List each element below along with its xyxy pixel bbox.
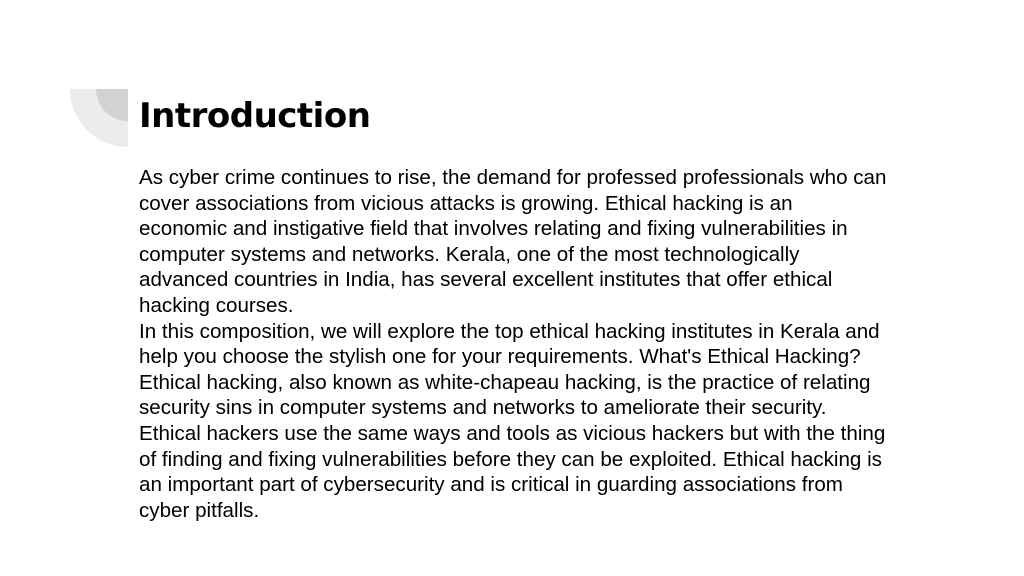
- slide-title: Introduction: [139, 96, 371, 136]
- paragraph-intro: As cyber crime continues to rise, the demand for professed professionals who can cover associations from vicious attacks is growing. Ethical hacking is an economic and instigative field that involves relating and fixing vulnerabilities in computer systems and networks. Kerala, one of the most technologically advanced countries in India, has several excellent institutes that offer ethical hacking courses.: [139, 166, 887, 317]
- corner-decoration: [70, 89, 128, 147]
- paragraph-ethical-hacking: In this composition, we will explore the top ethical hacking institutes in Kerala and help you choose the stylish one for your requirements. What's Ethical Hacking? Ethical hacking, also known as white-chapeau hacking, is the practice of relating security sins in computer systems and networks to ameliorate their security. Ethical hackers use the same ways and tools as vicious hackers but with the thing of finding and fixing vulnerabilities before they can be exploited. Ethical hacking is an important part of cybersecurity and is critical in guarding associations from cyber pitfalls.: [139, 319, 886, 522]
- body-text: [139, 165, 1024, 523]
